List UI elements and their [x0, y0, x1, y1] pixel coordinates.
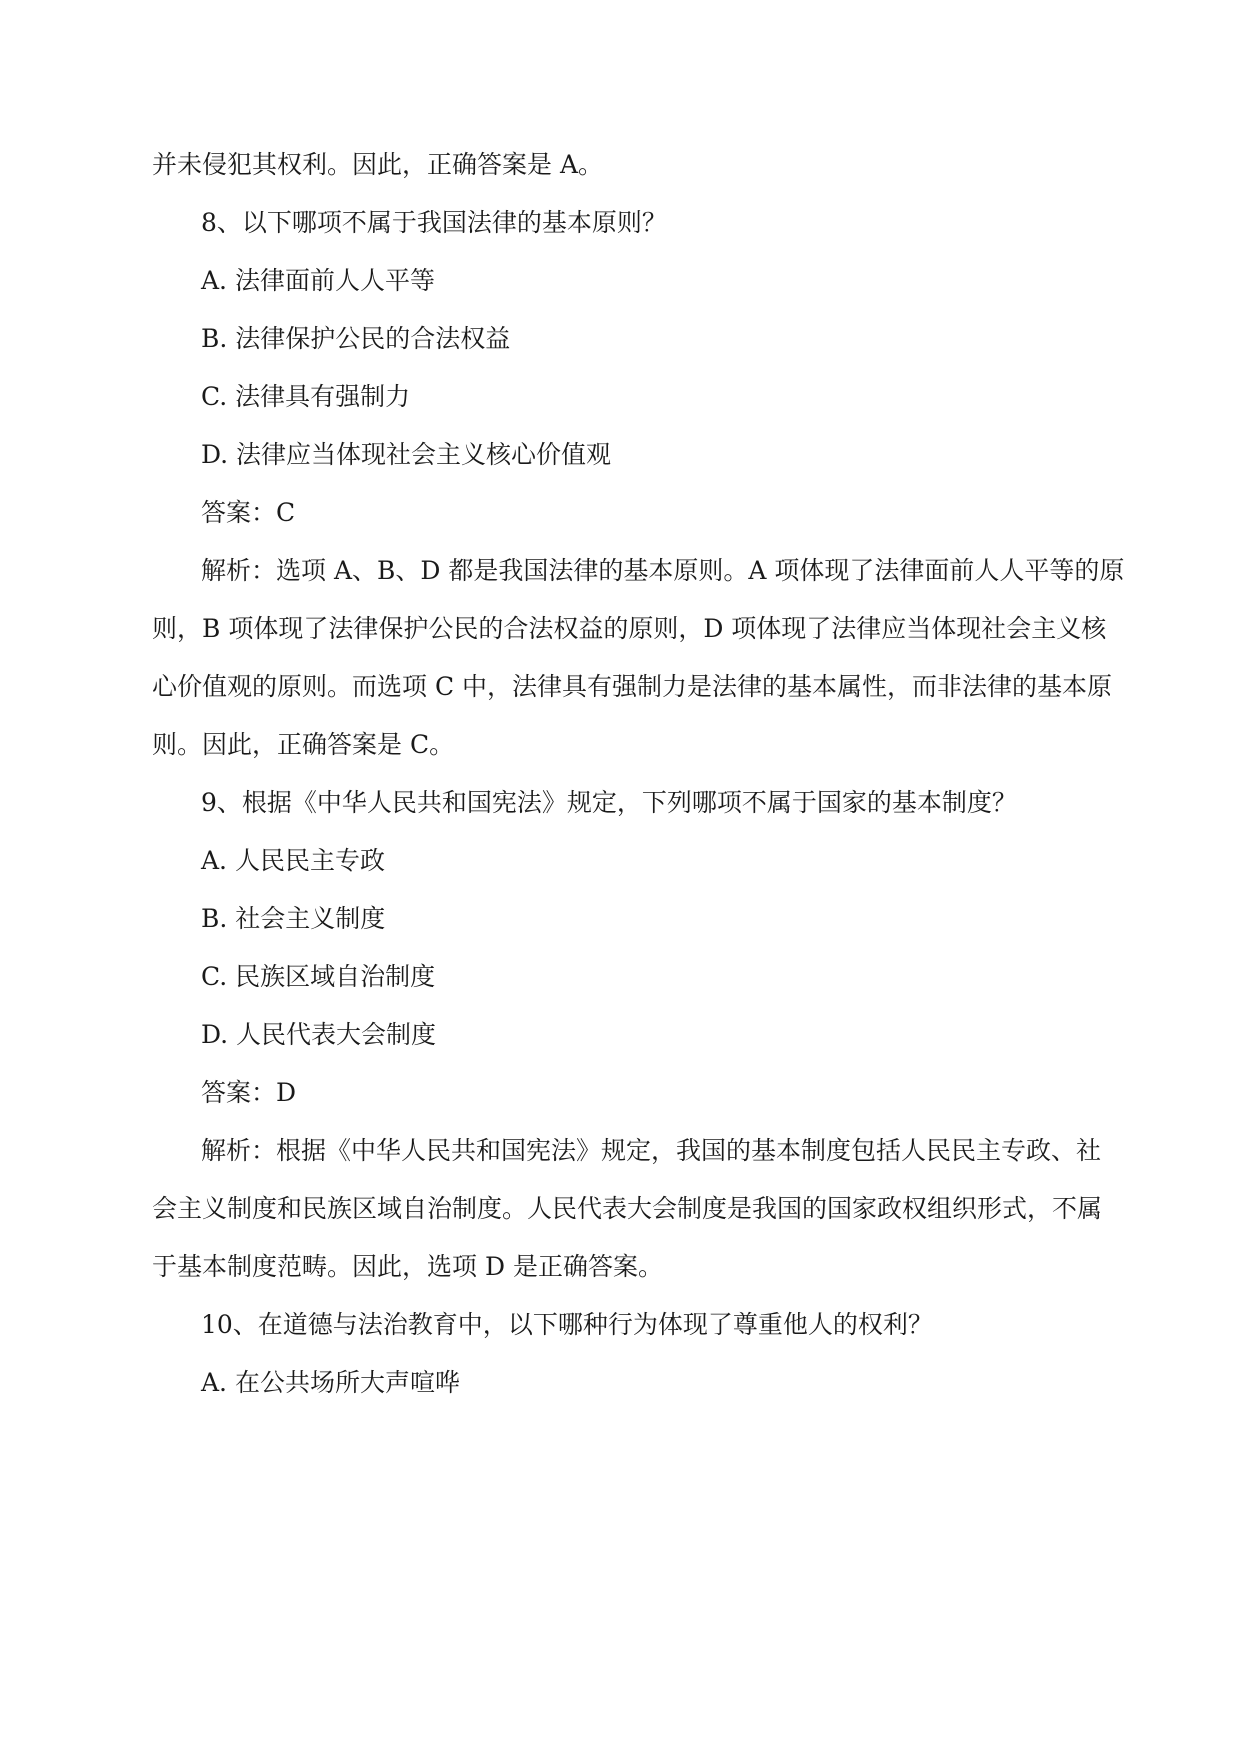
question-8-explanation-line-1: 解析：选项 A、B、D 都是我国法律的基本原则。A 项体现了法律面前人人平等的原	[201, 556, 1125, 585]
question-9-answer: 答案：D	[201, 1078, 297, 1107]
question-9-option-d: D. 人民代表大会制度	[201, 1020, 437, 1049]
question-9-explanation-line-2: 会主义制度和民族区域自治制度。人民代表大会制度是我国的国家政权组织形式，不属	[152, 1194, 1103, 1223]
prev-explanation-end: 并未侵犯其权利。因此，正确答案是 A。	[152, 150, 604, 179]
question-10: 10、在道德与法治教育中，以下哪种行为体现了尊重他人的权利？	[201, 1310, 933, 1339]
question-9-option-a: A. 人民民主专政	[201, 846, 385, 875]
question-8-explanation-line-2: 则，B 项体现了法律保护公民的合法权益的原则，D 项体现了法律应当体现社会主义核	[152, 614, 1107, 643]
question-8-option-c: C. 法律具有强制力	[201, 382, 411, 411]
question-9-explanation-line-3: 于基本制度范畴。因此，选项 D 是正确答案。	[152, 1252, 663, 1281]
question-8-option-d: D. 法律应当体现社会主义核心价值观	[201, 440, 612, 469]
question-9: 9、根据《中华人民共和国宪法》规定，下列哪项不属于国家的基本制度？	[201, 788, 1017, 817]
question-8-explanation-line-4: 则。因此，正确答案是 C。	[152, 730, 455, 759]
question-8-option-b: B. 法律保护公民的合法权益	[201, 324, 511, 353]
question-8: 8、以下哪项不属于我国法律的基本原则？	[201, 208, 667, 237]
question-8-option-a: A. 法律面前人人平等	[201, 266, 435, 295]
question-9-option-c: C. 民族区域自治制度	[201, 962, 436, 991]
question-8-answer: 答案：C	[201, 498, 296, 527]
question-9-explanation-line-1: 解析：根据《中华人民共和国宪法》规定，我国的基本制度包括人民民主专政、社	[201, 1136, 1102, 1165]
question-9-option-b: B. 社会主义制度	[201, 904, 386, 933]
question-8-explanation-line-3: 心价值观的原则。而选项 C 中，法律具有强制力是法律的基本属性，而非法律的基本原	[152, 672, 1113, 701]
question-10-option-a: A. 在公共场所大声喧哗	[201, 1368, 460, 1397]
